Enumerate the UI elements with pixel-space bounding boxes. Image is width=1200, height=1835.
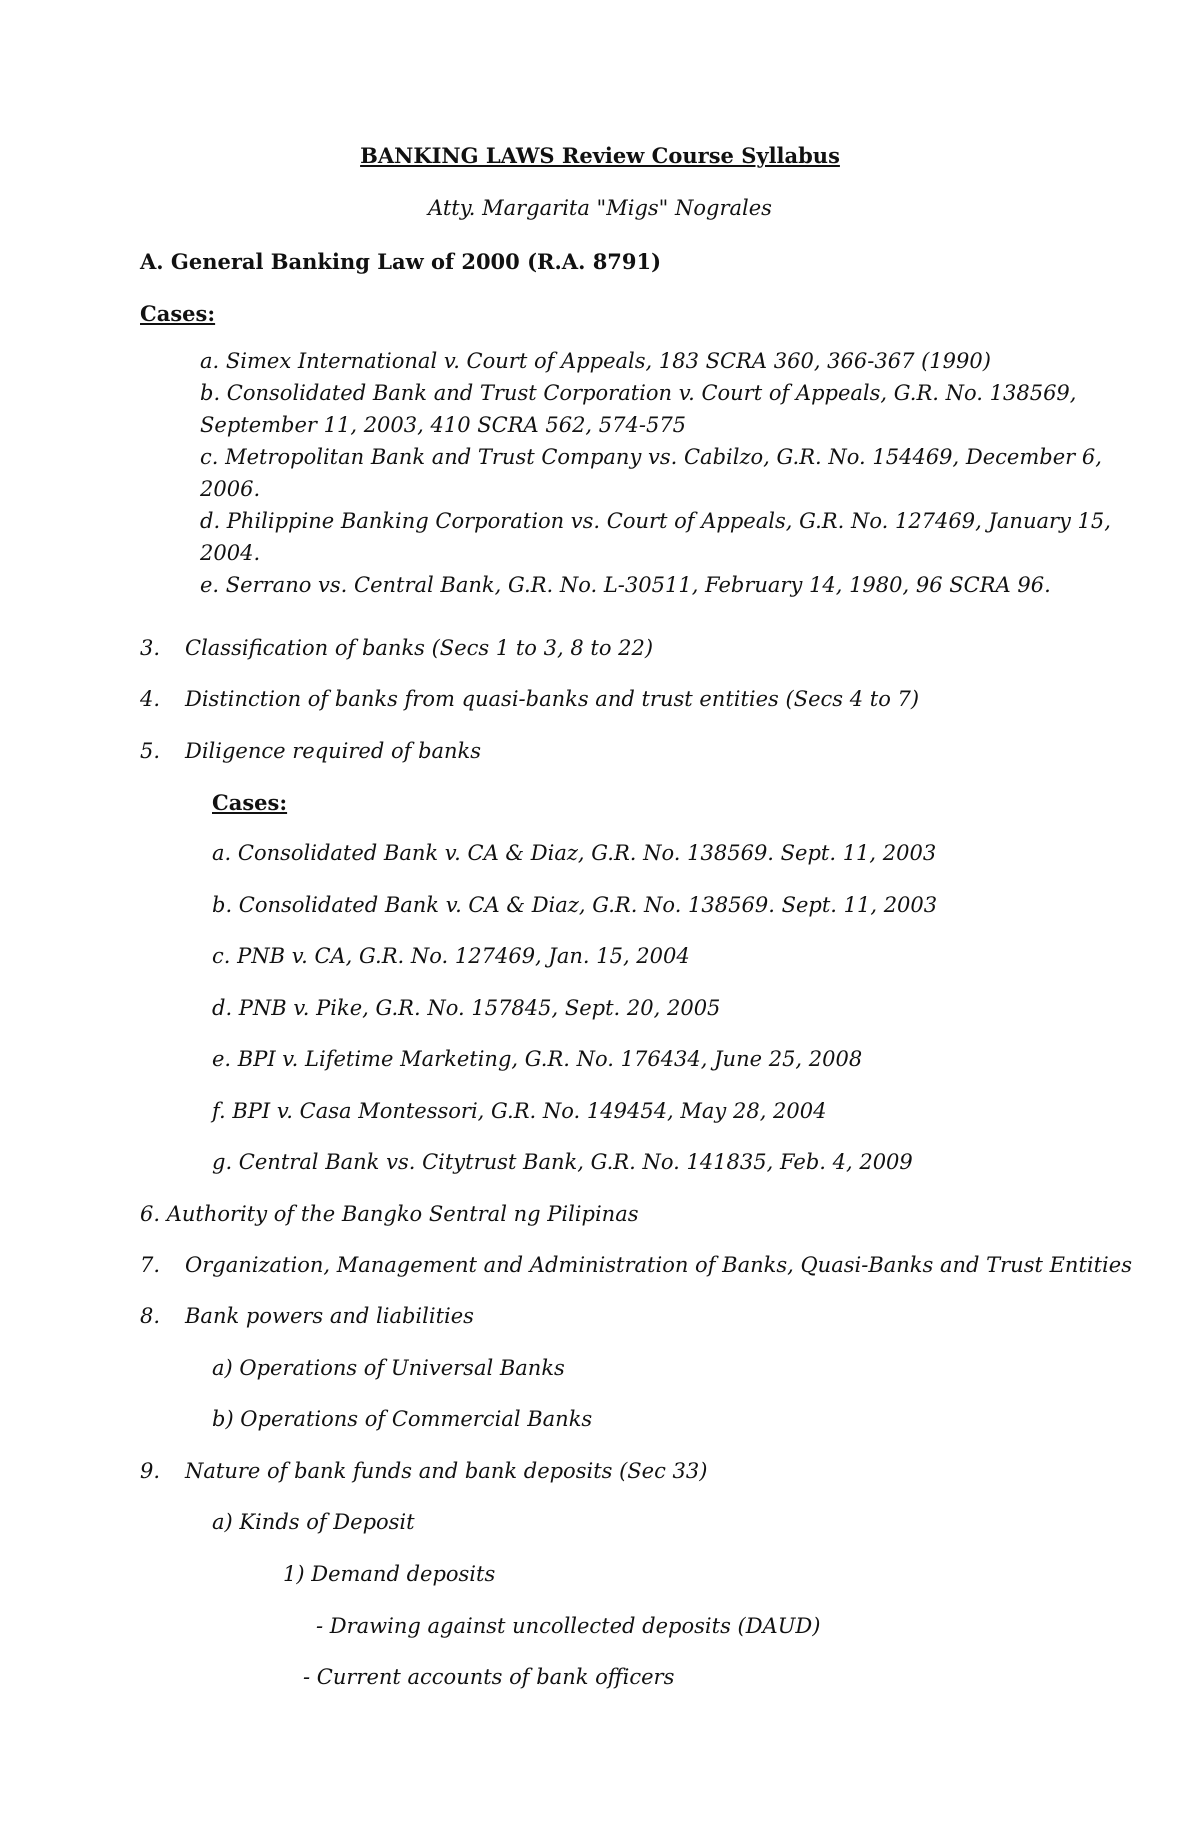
item-text: Organization, Management and Administration of Banks, Quasi-Banks and Trust Entities — [185, 1253, 1132, 1277]
sub-item: b) Operations of Commercial Banks — [212, 1407, 593, 1431]
sub-sub-item: 1) Demand deposits — [283, 1562, 496, 1586]
sub-item: a) Kinds of Deposit — [212, 1510, 415, 1534]
item-text: Nature of bank funds and bank deposits (Sec 33) — [185, 1459, 708, 1483]
item-text: Bank powers and liabilities — [185, 1304, 474, 1328]
case-item: d. PNB v. Pike, G.R. No. 157845, Sept. 20, 2005 — [212, 996, 721, 1020]
section-a-heading: A. General Banking Law of 2000 (R.A. 8791) — [140, 249, 662, 274]
case-item-continued: 2006. — [200, 477, 261, 501]
sub-item: a) Operations of Universal Banks — [212, 1356, 565, 1380]
item-6: 6. Authority of the Bangko Sentral ng Pilipinas — [140, 1202, 639, 1226]
case-item: a. Simex International v. Court of Appeals, 183 SCRA 360, 366-367 (1990) — [200, 349, 991, 373]
case-item: f. BPI v. Casa Montessori, G.R. No. 149454, May 28, 2004 — [212, 1099, 827, 1123]
item-number: 7. — [140, 1253, 161, 1277]
item-text: Classification of banks (Secs 1 to 3, 8 to 22) — [185, 636, 654, 660]
dash-item: - Drawing against uncollected deposits (DAUD) — [316, 1614, 821, 1638]
item-text: Diligence required of banks — [185, 739, 482, 763]
item-number: 4. — [140, 687, 161, 711]
cases-heading: Cases: — [140, 301, 216, 326]
dash-item: - Current accounts of bank officers — [303, 1665, 675, 1689]
case-item: e. Serrano vs. Central Bank, G.R. No. L-30511, February 14, 1980, 96 SCRA 96. — [200, 573, 1051, 597]
case-item: b. Consolidated Bank v. CA & Diaz, G.R. No. 138569. Sept. 11, 2003 — [212, 893, 938, 917]
case-item: c. Metropolitan Bank and Trust Company vs. Cabilzo, G.R. No. 154469, December 6, — [200, 445, 1102, 469]
document-title: BANKING LAWS Review Course Syllabus — [360, 143, 840, 168]
case-item-continued: September 11, 2003, 410 SCRA 562, 574-575 — [200, 413, 687, 437]
case-item: c. PNB v. CA, G.R. No. 127469, Jan. 15, 2004 — [212, 944, 690, 968]
item-text: Distinction of banks from quasi-banks and trust entities (Secs 4 to 7) — [185, 687, 920, 711]
item-number: 8. — [140, 1304, 161, 1328]
case-item: b. Consolidated Bank and Trust Corporation v. Court of Appeals, G.R. No. 138569, — [200, 381, 1077, 405]
item-number: 9. — [140, 1459, 161, 1483]
case-item-continued: 2004. — [200, 541, 261, 565]
item-number: 5. — [140, 739, 161, 763]
author-line: Atty. Margarita "Migs" Nograles — [428, 196, 772, 220]
case-item: g. Central Bank vs. Citytrust Bank, G.R. No. 141835, Feb. 4, 2009 — [212, 1150, 913, 1174]
cases-heading: Cases: — [212, 790, 288, 815]
case-item: e. BPI v. Lifetime Marketing, G.R. No. 176434, June 25, 2008 — [212, 1047, 863, 1071]
case-item: d. Philippine Banking Corporation vs. Court of Appeals, G.R. No. 127469, January 15, — [200, 509, 1111, 533]
case-item: a. Consolidated Bank v. CA & Diaz, G.R. No. 138569. Sept. 11, 2003 — [212, 841, 937, 865]
item-number: 3. — [140, 636, 161, 660]
